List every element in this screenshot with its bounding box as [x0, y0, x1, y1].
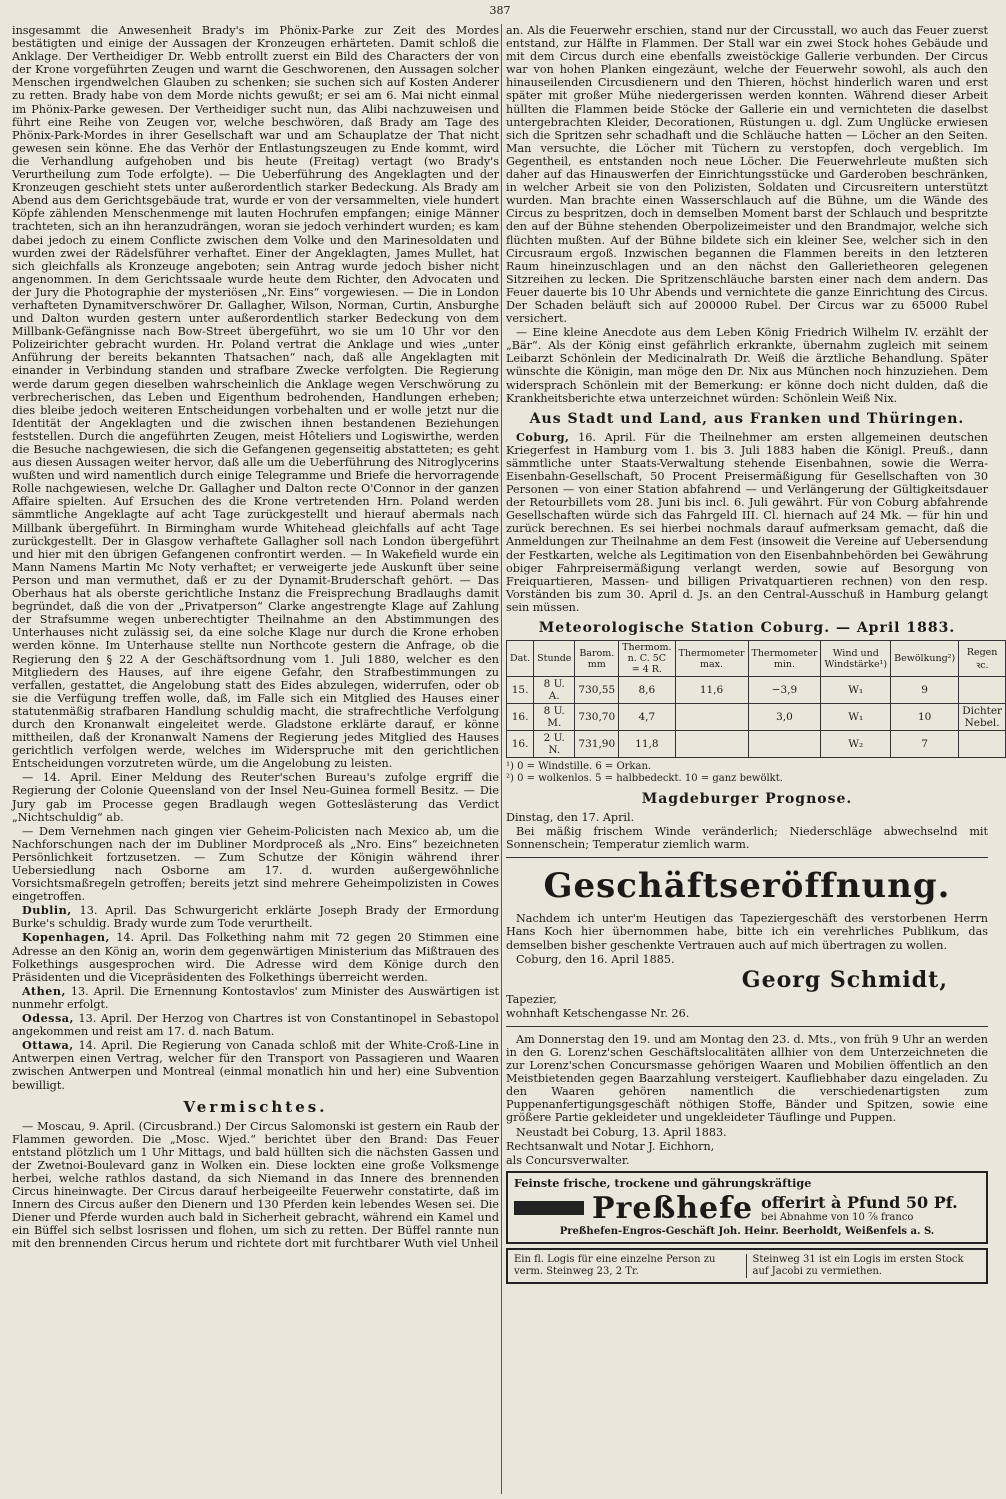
dateline-text: 13. April. Der Herzog von Chartres ist von Constantinopel in Sebastopol angekommen und reist am 17. d. nach Batum.: [12, 1012, 499, 1039]
table-cell: 10: [891, 704, 959, 731]
right-column: [506, 24, 1003, 1493]
prognosis-heading: Magdeburger Prognose.: [641, 791, 853, 808]
table-row: [507, 677, 1006, 704]
table-cell: 7: [891, 731, 959, 758]
table-cell: W₂: [821, 731, 891, 758]
table-cell: 8,6: [619, 677, 675, 704]
table-cell: 11,8: [619, 731, 675, 758]
dateline-place: Dublin,: [22, 903, 72, 918]
dateline-place: Athen,: [22, 983, 66, 998]
table-footnote: ¹) 0 = Windstille. 6 = Orkan.: [506, 761, 652, 773]
ad-offer: offerirt à Pfund 50 Pf.: [761, 1192, 958, 1212]
table-cell: −3,9: [748, 677, 821, 704]
table-cell: 8 U. M.: [534, 704, 575, 731]
table-cell: [675, 704, 748, 731]
table-cell: 16.: [507, 704, 534, 731]
dateline-place: Kopenhagen,: [22, 930, 110, 945]
table-cell: W₁: [821, 704, 891, 731]
table-cell: 730,70: [575, 704, 619, 731]
dateline-place: Ottawa,: [22, 1038, 74, 1053]
table-header-row: [507, 641, 1006, 677]
table-row: [507, 704, 1006, 731]
table-cell: 9: [891, 677, 959, 704]
dateline-item: [12, 1012, 499, 1038]
column-header: Dat.: [507, 641, 534, 677]
ad-title: Geschäftseröffnung.: [543, 866, 951, 907]
ad-place-date: Neustadt bei Coburg, 13. April 1883.: [516, 1125, 727, 1139]
ad-text: Nachdem ich unter'm Heutigen das Tapeziergeschäft des verstorbenen Herrn Hans Koch hier übernommen habe, bitte ich ein verehrliches Publikum, das demselben bisher geschenkte Vertrauen auch auf mich übertragen zu wollen.: [506, 912, 988, 952]
dateline-text: 14. April. Die Regierung von Canada schloß mit der White-Croß-Line in Antwerpen einen Vertrag, welcher für den Transport von Passagieren und Waaren zwischen Antwerpen und Montreal (einmal monatlich hin und her) eine Subvention bewilligt.: [12, 1039, 499, 1092]
advertisement-auction: [506, 1033, 988, 1167]
table-cell: [959, 731, 1006, 758]
prognosis-date: Dinstag, den 17. April.: [506, 811, 635, 825]
dateline-place: Coburg,: [516, 429, 570, 444]
table-cell: 15.: [507, 677, 534, 704]
dateline-text: 13. April. Die Ernennung Kontostavlos' zum Minister des Auswärtigen ist nunmehr erfolgt.: [12, 984, 499, 1011]
dateline-item: [12, 904, 499, 930]
column-header: Bewölkung²): [891, 641, 959, 677]
article-paragraph: insgesammt die Anwesenheit Brady's im Phönix-Parke zur Zeit des Mordes bestätigten und einige der Aussagen der Kronzeugen erhärteten. Damit schloß die Anklage. Der Vertheidiger Dr. Webb entrollt zuerst ein Bild des Characters der von der Krone vorgeführten Zeugen und warnt die Geschworenen, den Aussagen solcher Menschen irgendwelchen Glauben zu schenken; sie suchen sich auf Kosten Anderer zu retten. Brady habe von dem Morde nichts gewußt; er sei am 6. Mai nicht einmal im Phönix-Parke gewesen. Der Vertheidiger sucht nun, das Alibi nachzuweisen und führt eine Reihe von Zeugen vor, welche beschwören, daß Brady am Tage des Phönix-Park-Mordes in ihrer Gesellschaft war und am Schauplatze der That nicht gewesen sein könne. Ehe das Verhör der Entlastungszeugen zu Ende kommt, wird die Verhandlung aufgehoben und bis heute (Freitag) vertagt (wo Brady's Verurtheilung zum Tode erfolgte). — Die Ueberführung des Angeklagten und der Kronzeugen geschieht stets unter außerordentlich starker Bedeckung. Als Brady am Abend aus dem Gerichtsgebäude trat, wurde er von der versammelten, viele hundert Köpfe zählenden Menschenmenge mit lauten Hochrufen empfangen; einige Männer trachteten, sich an ihn heranzudrängen, woran sie jedoch verhindert wurden; es kam dabei jedoch zu einem Conflicte zwischen dem Volke und den Marinesoldaten und wurden zwei der Rädelsführer verhaftet. Einer der Angeklagten, James Mullet, hat sich gleichfalls als Kronzeuge angeboten; sein Antrag wurde jedoch bisher nicht angenommen. In dem Gerichtssaale wurde heute dem Richter, den Advocaten und der Jury die Photographie der mysteriösen „Nr. Eins“ vorgewiesen. — Die in London verhafteten Dynamitverschwörer Dr. Gallagher, Wilson, Norman, Curtin, Ansburghe und Dalton wurden gestern unter außerordentlich starker Bedeckung von dem Millbank-Gefängnisse nach Bow-Street übergeführt, wo sie um 10 Uhr vor den Polizeirichter gebracht wurden. Hr. Poland vertrat die Anklage und wies „unter Anführung der bereits bekannten Thatsachen“ nach, daß alle Angeklagten mit einander in Verbindung standen und strafbare Zwecke verfolgten. Die Regierung werde darum gegen dieselben wahrscheinlich die Anklage wegen Verschwörung zu verbrecherischen, das Leben und Eigenthum bedrohenden, Handlungen erheben; dies bleibe jedoch weiteren Entscheidungen vorbehalten und er wolle jetzt nur die Identität der Angeklagten und die zwischen ihnen bestandenen Beziehungen feststellen. Durch die angeführten Zeugen, meist Hôteliers und Logiswirthe, werden die Besuche nachgewiesen, die sich die Gefangenen gegenseitig abstatteten; es geht aus diesen Aussagen weiter hervor, daß alle um die Ueberführung des Nitroglycerins wußten und wird namentlich durch einige Telegramme und Briefe die hervorragende Rolle nachgewiesen, welche Dr. Gallagher und Dalton recte O'Connor in der ganzen Affaire spielten. Auf Ersuchen des die Krone vertretenden Hrn. Poland werden sämmtliche Angeklagte auf acht Tage zurückgestellt und hierauf abermals nach Millbank übergeführt. In Birmingham wurde Whitehead gleichfalls auf acht Tage zurückgestellt. Der in Glasgow verhaftete Gallagher soll nach London übergeführt und hier mit den übrigen Gefangenen confrontirt werden. — In Wakefield wurde ein Mann Namens Martin Mc Noty verhaftet; er verweigerte jede Auskunft über seine Person und man vermuthet, daß er zu der Dynamit-Bruderschaft gehört. — Das Oberhaus hat als oberste gerichtliche Instanz die Freisprechung Bradlaughs damit begründet, daß die von der „Privatperson“ Clarke angestrengte Klage auf Zahlung der Strafsumme wegen unberechtigter Theilnahme an den Abstimmungen des Unterhauses nicht zulässig sei, da eine solche Klage nur durch die Krone erhoben werden könne. Im Unterhause stellte nun Northcote gestern die Anfrage, ob die Regierung den § 22 A der Geschäftsordnung vom 1. Juli 1880, welcher es den Mitgliedern des Hauses, auf ihre eigene Gefahr, den Strafbestimmungen zu verfallen, gestattet, die Angelobung statt des Eides abzulegen, widerrufen, oder ob sie die Verfügung treffen wolle, daß, im Falle sich ein Mitglied des Hauses einer statutenmäßig strafbaren Handlung schuldig macht, die strafrechtliche Verfolgung durch den Kronanwalt eingeleitet werde. Gladstone erklärte darauf, er könne mittheilen, daß der Kronanwalt Namens der Regierung jedes Mitglied des Hauses gerichtlich verfolgen werde, welches im Widerspruche mit den gerichtlichen Entscheidungen vorzutreten würde, um die Angelobung zu leisten.: [12, 24, 499, 771]
meteorology-heading: Meteorologische Station Coburg. — April 1883.: [538, 620, 956, 637]
prognosis-text: Bei mäßig frischem Winde veränderlich; Niederschläge abwechselnd mit Sonnenschein; Temperatur ziemlich warm.: [506, 825, 988, 852]
table-row: [507, 731, 1006, 758]
decorative-bar: [514, 1201, 584, 1215]
article-paragraph: — Eine kleine Anecdote aus dem Leben König Friedrich Wilhelm IV. erzählt der „Bär“. Als der König einst gefährlich erkrankte, übernahm zugleich mit seinem Leibarzt Schönlein der Medicinalrath Dr. Weiß die ärztliche Behandlung. Später wünschte die Königin, man möge den Dr. Nix aus München noch hinzuziehen. Dem widersprach Schönlein mit der Bemerkung: er könne doch nicht dulden, daß die Krankheitsberichte etwa unterzeichnet würden: Schönlein Weiß Nix.: [506, 326, 988, 405]
table-cell: Dichter Nebel.: [959, 704, 1006, 731]
advertisement-lodging: [506, 1248, 988, 1284]
dateline-item: [12, 1039, 499, 1091]
divider: [506, 1026, 988, 1027]
column-header: Thermom. n. C. 5C = 4 R.: [619, 641, 675, 677]
dateline-text: 16. April. Für die Theilnehmer am ersten allgemeinen deutschen Kriegerfest in Hamburg vom 1. bis 3. Juli 1883 haben die Königl. Preuß., dann sämmtliche unter Staats-Verwaltung stehende Eisenbahnen, sowie die Werra-Eisenbahn-Gesellschaft, 50 Procent Preisermäßigung für Gesellschaften von 30 Personen — von einer Station abfahrend — und Verlängerung der Gültigkeitsdauer der Retourbillets vom 28. Juni bis incl. 6. Juli gewährt. Für von Coburg abfahrende Gesellschaften würde sich das Fahrgeld III. Cl. hiernach auf 24 Mk. — für hin und zurück berechnen. Es sei hierbei nochmals darauf aufmerksam gemacht, daß die Anmeldungen zur Theilnahme an dem Fest (insoweit die Vereine auf Uebersendung der Festkarten, welche als Legitimation von den Eisenbahnbehörden bei Gewährung obiger Fahrpreisermäßigung verlangt werden, sowie auf Besorgung von Freiquartieren, Massen- und billigen Privatquartieren rechnen) von den resp. Vorständen bis zum 30. April d. Js. an den Central-Ausschuß in Hamburg gelangt sein müssen.: [506, 430, 988, 614]
column-header: Thermometer max.: [675, 641, 748, 677]
ad-role: als Concursverwalter.: [506, 1153, 630, 1167]
section-heading-vermischtes: Vermischtes.: [183, 1097, 328, 1116]
table-cell: 4,7: [619, 704, 675, 731]
ad-big-word: Preßhefe: [592, 1190, 754, 1226]
column-header: Barom. mm: [575, 641, 619, 677]
ad-firm: Preßhefen-Engros-Geschäft Joh. Heinr. Beerholdt, Weißenfels a. S.: [559, 1225, 935, 1237]
table-cell: 2 U. N.: [534, 731, 575, 758]
table-cell: 16.: [507, 731, 534, 758]
ad-signature: Georg Schmidt,: [741, 966, 948, 993]
ad-signature: Rechtsanwalt und Notar J. Eichhorn,: [506, 1139, 715, 1153]
advertisement-shop-opening: [506, 866, 988, 1020]
dateline-item: [506, 431, 988, 614]
article-paragraph: an. Als die Feuerwehr erschien, stand nur der Circusstall, wo auch das Feuer zuerst entstand, zur Hälfte in Flammen. Der Stall war ein zwei Stock hohes Gebäude und mit dem Circus durch eine ebenfalls zweistöckige Gallerie verbunden. Der Circus war von hohen Planken eingezäunt, welche der Feuerwehr sowohl, als auch den hinauseilenden Circusdienern und den Thieren, höchst hinderlich waren und erst später mit großer Mühe niedergerissen werden konnten. Während dieser Arbeit hüllten die Flammen beide Stöcke der Gallerie ein und vernichteten die daselbst untergebrachten Kleider, Decorationen, Rüstungen u. dgl. Zum Unglücke erwiesen sich die Spritzen sehr schadhaft und die Schläuche hatten — Löcher an den Seiten. Man versuchte, die Löcher mit Tüchern zu verstopfen, doch vergeblich. Im Gegentheil, es entstanden noch neue Löcher. Die Feuerwehrleute mußten sich daher auf das Hinauswerfen der Einrichtungsstücke und Garderoben beschränken, in welcher Arbeit sie von den Polizisten, Soldaten und Circusreitern unterstützt wurden. Man brachte einen Wasserschlauch auf die Bühne, um die Wände des Circus zu bespritzen, doch in demselben Moment barst der Schlauch und bespritzte den auf der Bühne stehenden Oberpolizeimeister und den Brandmajor, welche sich flüchten mußten. Auf der Bühne bildete sich ein kleiner See, welcher sich in den Circusraum ergoß. Inzwischen begannen die Flammen bereits in den letzteren Raum hineinzuschlagen und an den nächst den Gallerietheoren gelegenen Sitzreihen zu lecken. Die Spritzenschläuche barsten einer nach dem andern. Das Feuer dauerte bis 10 Uhr Abends und vernichtete die ganze Einrichtung des Circus. Der Schaden beläuft sich auf 200000 Rubel. Der Circus war zu 65000 Rubel versichert.: [506, 24, 988, 326]
table-cell: W₁: [821, 677, 891, 704]
page-number: 387: [489, 4, 511, 17]
left-column: [12, 24, 499, 1493]
table-cell: 731,90: [575, 731, 619, 758]
advertisement-yeast: [506, 1171, 988, 1244]
ad-offer-detail: bei Abnahme von 10 ⅞ franco: [761, 1211, 914, 1223]
column-header: Thermometer min.: [748, 641, 821, 677]
column-header: Regen ꝛc.: [959, 641, 1006, 677]
ad-place-date: Coburg, den 16. April 1885.: [516, 952, 675, 966]
table-cell: [748, 731, 821, 758]
ad-text: Am Donnerstag den 19. und am Montag den 23. d. Mts., von früh 9 Uhr an werden in den G. Lorenz'schen Geschäftslocalitäten allhier von dem Unterzeichneten die zur Lorenz'schen Concursmasse gehörigen Waaren und Mobilien öffentlich an den Meistbietenden gegen Baarzahlung versteigert. Kaufliebhaber dazu eingeladen. Zu den Waaren gehören namentlich die verschiedenartigsten zum Puppenanfertigungsgeschäft nöthigen Stoffe, Bänder und Spitzen, sowie eine größere Partie gekleideter und ungekleideter Täuflinge und Puppen.: [506, 1032, 988, 1125]
ad-offer-block: [761, 1193, 958, 1224]
ad-lodging-right: Steinweg 31 ist ein Logis im ersten Stock auf Jacobi zu vermiethen.: [752, 1253, 964, 1277]
dateline-place: Odessa,: [22, 1011, 74, 1026]
column-header: Stunde: [534, 641, 575, 677]
divider: [506, 857, 988, 858]
column-header: Wind und Windstärke¹): [821, 641, 891, 677]
ad-role: Tapezier,: [506, 992, 557, 1006]
dateline-item: [12, 985, 499, 1011]
ad-main-row: [514, 1191, 980, 1226]
column-divider: [501, 24, 502, 1494]
ad-line: Feinste frische, trockene und gährungskräftige: [514, 1175, 812, 1190]
section-heading-stadt-land: Aus Stadt und Land, aus Franken und Thüringen.: [529, 410, 965, 427]
dateline-text: 13. April. Das Schwurgericht erklärte Joseph Brady der Ermordung Burke's schuldig. Brady wurde zum Tode verurtheilt.: [12, 904, 499, 931]
article-paragraph: — Dem Vernehmen nach gingen vier Geheim-Policisten nach Mexico ab, um die Nachforschungen nach der im Dubliner Mordproceß als „Nro. Eins“ bezeichneten Persönlichkeit fortzusetzen. — Zum Schutze der Königin während ihrer Uebersiedlung nach Osborne am 17. d. wurden außergewöhnliche Vorsichtsmaßregeln getroffen; bereits jetzt sind mehrere Geheimpolizisten in Cowes eingetroffen.: [12, 824, 499, 904]
ad-lodging-left: Ein fl. Logis für eine einzelne Person zu verm. Steinweg 23, 2 Tr.: [514, 1254, 747, 1278]
table-cell: 730,55: [575, 677, 619, 704]
table-cell: [959, 677, 1006, 704]
ad-address: wohnhaft Ketschengasse Nr. 26.: [506, 1006, 690, 1020]
article-paragraph: — Moscau, 9. April. (Circusbrand.) Der Circus Salomonski ist gestern ein Raub der Flammen geworden. Die „Mosc. Wjed.“ berichtet über den Brand: Das Feuer entstand plötzlich um 1 Uhr Mittags, und bald hüllten sich die nächsten Gassen und der Zwetnoi-Boulevard ganz in Wolken ein. Diese lockten eine große Volksmenge herbei, welche rathlos dastand, da sich Niemand in das Innere des brennenden Circus hineinwagte. Der Circus darauf herbeigeeilte Feuerwehr constatirte, daß im Innern des Circus außer den Dienern und 130 Pferden kein lebendes Wesen sei. Die Diener und Pferde wurden auch bald in Sicherheit gebracht, während ein Kamel und ein Büffel sich selbst losrissen und flohen, um sich zu retten. Der Büffel rannte nun mit den brennenden Circus herum und richtete dort mit furchtbarer Wuth viel Unheil: [12, 1119, 499, 1251]
table-cell: 8 U. A.: [534, 677, 575, 704]
dateline-item: [12, 931, 499, 983]
table-cell: [675, 731, 748, 758]
table-footnote: ²) 0 = wolkenlos. 5 = halbbedeckt. 10 = ganz bewölkt.: [506, 773, 783, 785]
weather-table: [506, 640, 1006, 758]
table-cell: 3,0: [748, 704, 821, 731]
article-paragraph: — 14. April. Einer Meldung des Reuter'schen Bureau's zufolge ergriff die Regierung der Colonie Queensland von der Insel Neu-Guinea formell Besitz. — Die Jury gab im Processe gegen Bradlaugh wegen Gotteslästerung das Verdict „Nichtschuldig“ ab.: [12, 771, 499, 824]
dateline-text: 14. April. Das Folkething nahm mit 72 gegen 20 Stimmen eine Adresse an den König an, worin dem gegenwärtigen Ministerium das Mißtrauen des Folkethings ausgesprochen wird. Die Adresse wird dem Könige durch den Präsidenten und die Vicepräsidenten des Folkethings überreicht werden.: [12, 931, 499, 984]
table-cell: 11,6: [675, 677, 748, 704]
